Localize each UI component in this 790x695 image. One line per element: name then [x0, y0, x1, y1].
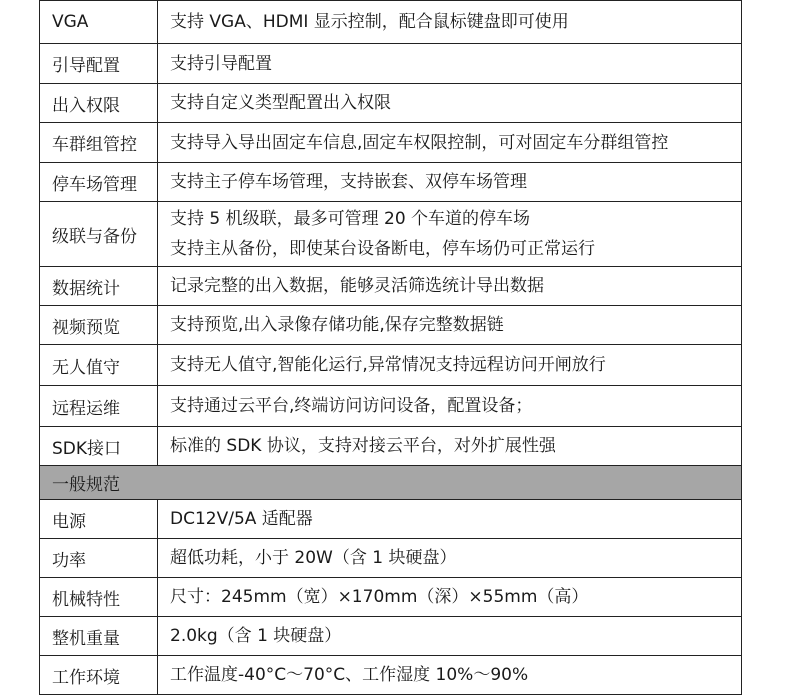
row-value-line: 支持无人值守,智能化运行,异常情况支持远程访问开闸放行: [170, 355, 606, 375]
row-value-line: 支持导入导出固定车信息,固定车权限控制，可对固定车分群组管控: [170, 132, 669, 153]
table-row: [40, 163, 742, 202]
row-value: [158, 1, 742, 44]
row-label: 无人值守: [40, 345, 158, 386]
row-value: [158, 386, 742, 427]
row-value: [158, 427, 742, 466]
table-row: [40, 539, 742, 578]
table-row: [40, 202, 742, 267]
row-label: 引导配置: [40, 44, 158, 84]
row-value-line: 工作温度-40°C～70°C、工作湿度 10%～90%: [170, 665, 529, 685]
row-label: SDK接口: [40, 427, 158, 466]
row-value: [158, 617, 742, 656]
section-title: 一般规范: [40, 466, 742, 500]
spec-rows-general: [40, 500, 742, 695]
row-value: [158, 539, 742, 578]
row-label: 级联与备份: [40, 202, 158, 267]
row-value: [158, 656, 742, 695]
table-row: [40, 44, 742, 84]
row-value-line: 标准的 SDK 协议，支持对接云平台，对外扩展性强: [170, 436, 556, 456]
row-value-line: 记录完整的出入数据，能够灵活筛选统计导出数据: [170, 276, 544, 296]
row-value-line: 支持 VGA、HDMI 显示控制，配合鼠标键盘即可使用: [170, 12, 569, 32]
row-value-line: 支持主子停车场管理，支持嵌套、双停车场管理: [170, 172, 527, 192]
row-value-line: 支持 5 机级联，最多可管理 20 个车道的停车场: [170, 209, 531, 229]
row-label: 视频预览: [40, 306, 158, 345]
row-label: 远程运维: [40, 386, 158, 427]
row-value-line: 支持自定义类型配置出入权限: [170, 93, 391, 113]
section-row-general: [40, 466, 742, 500]
row-label: 车群组管控: [40, 123, 158, 163]
row-label: 出入权限: [40, 84, 158, 123]
row-value: [158, 578, 742, 617]
row-label: 功率: [40, 539, 158, 578]
row-value-line: 尺寸：245mm（宽）×170mm（深）×55mm（高）: [170, 587, 589, 607]
section-header: [40, 466, 742, 500]
row-label: 停车场管理: [40, 163, 158, 202]
table-row: [40, 386, 742, 427]
table-row: [40, 267, 742, 306]
row-value-line: 支持通过云平台,终端访问访问设备，配置设备；: [170, 396, 533, 416]
row-value: [158, 202, 742, 267]
row-value-line: 支持预览,出入录像存储功能,保存完整数据链: [170, 315, 504, 335]
row-value: [158, 44, 742, 84]
row-value: [158, 306, 742, 345]
row-value: [158, 345, 742, 386]
table-row: [40, 306, 742, 345]
row-value: [158, 163, 742, 202]
row-value: [158, 123, 742, 163]
table-row: [40, 656, 742, 695]
row-value: [158, 500, 742, 539]
row-label: 电源: [40, 500, 158, 539]
table-row: [40, 84, 742, 123]
spec-rows-functions: [40, 1, 742, 466]
row-value: [158, 84, 742, 123]
spec-table: [39, 0, 742, 695]
row-value-line: DC12V/5A 适配器: [170, 509, 313, 529]
table-row: [40, 500, 742, 539]
table-row: [40, 123, 742, 163]
table-row: [40, 1, 742, 44]
row-label: 工作环境: [40, 656, 158, 695]
table-row: [40, 617, 742, 656]
table-row: [40, 427, 742, 466]
row-value: [158, 267, 742, 306]
table-row: [40, 345, 742, 386]
row-value-line: 支持引导配置: [170, 53, 272, 74]
table-row: [40, 578, 742, 617]
row-label: 数据统计: [40, 267, 158, 306]
row-value-line: 2.0kg（含 1 块硬盘）: [170, 626, 342, 646]
row-value-line: 支持主从备份，即使某台设备断电，停车场仍可正常运行: [170, 239, 595, 259]
row-label: VGA: [40, 1, 158, 44]
row-label: 整机重量: [40, 617, 158, 656]
row-value-line: 超低功耗，小于 20W（含 1 块硬盘）: [170, 548, 457, 568]
row-label: 机械特性: [40, 578, 158, 617]
